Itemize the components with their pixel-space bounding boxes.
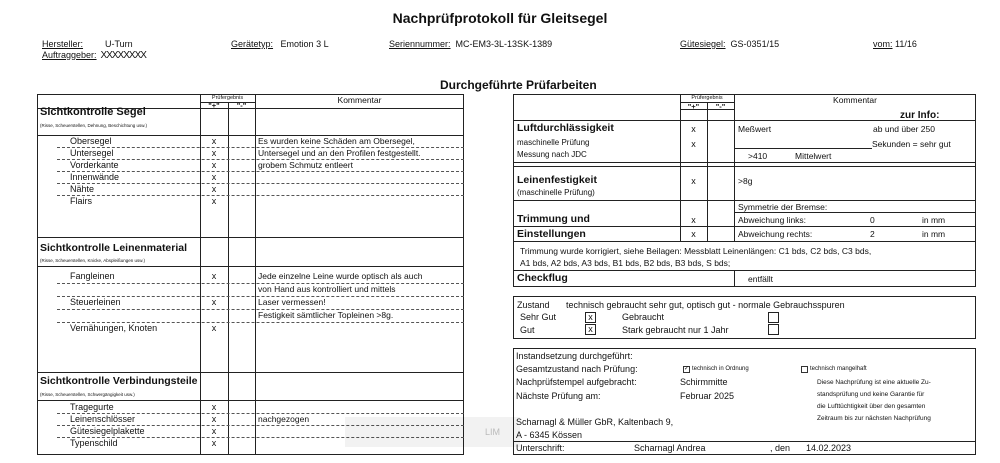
item-comment: nachgezogen [258,414,310,424]
disclaimer-line: Diese Nachprüfung ist eine aktuelle Zu- [817,379,931,386]
unterschrift-value: Scharnagl Andrea [634,443,706,453]
guetesiegel [680,39,779,49]
hersteller-label: Hersteller: [42,39,84,49]
item-name: Vernähungen, Knoten [70,323,158,333]
instandsetzung-label: Instandsetzung durchgeführt: [516,351,633,361]
item-mark: x [211,271,217,281]
disclaimer-line: Zeitraum bis zur nächsten Nachprüfung [817,415,931,422]
geraetetyp-value: Emotion 3 L [280,39,329,49]
sehr-gut-checkbox[interactable]: x [585,312,596,323]
abweichung-links-value: 0 [870,215,875,225]
luft-sub2: Messung nach JDC [517,150,587,159]
naechste-label: Nächste Prüfung am: [516,391,601,401]
item-mark: x [211,323,217,333]
item-mark: x [211,426,217,436]
luft-mark2: x [691,139,696,149]
col-divider [734,94,735,241]
guetesiegel-label: Gütesiegel: [680,39,726,49]
item-name: Leinenschlösser [70,414,136,424]
trimmung-mark2: x [691,229,696,239]
geraetetyp-label: Gerätetyp: [231,39,274,49]
trimmung-mark1: x [691,215,696,225]
col-divider [707,102,708,241]
kommentar-header: Kommentar [337,95,382,105]
item-name: Vorderkante [70,160,119,170]
auftraggeber-label: Auftraggeber: [42,50,97,60]
disclaimer-line: die Lufttüchtigkeit über den gesamten [817,403,926,410]
pruefergebnis-header-right: Prüfergebnis [691,95,723,101]
abweichung-links-label: Abweichung links: [738,215,807,225]
abweichung-rechts-label: Abweichung rechts: [738,229,813,239]
gebraucht-checkbox[interactable] [768,312,779,323]
item-mark: x [211,172,217,182]
in-mm-2: in mm [922,229,946,239]
item-mark: x [211,414,217,424]
gut-checkbox[interactable]: x [585,324,596,335]
row-divider [734,212,976,213]
hersteller-value: U-Turn [105,39,133,49]
gebraucht-label: Gebraucht [622,312,665,322]
trimmung-note-1: Trimmung wurde korrigiert, siehe Beilagen: Messblatt Leinenlängen: C1 bds, C2 bds, C3 bds, [520,246,872,256]
item-comment: Laser vermessen! [258,297,326,307]
item-comment: Es wurden keine Schäden am Obersegel, [258,136,415,146]
abweichung-rechts-value: 2 [870,229,875,239]
datum-value: 14.02.2023 [806,443,852,453]
col-divider [228,102,229,455]
unterschrift-label: Unterschrift: [516,443,565,453]
trimmung-note-2: A1 bds, A2 bds, A3 bds, B1 bds, B2 bds, B3 bds, S bds; [520,258,731,268]
vom [873,39,917,49]
item-comment: Jede einzelne Leine wurde optisch als auch [258,271,423,281]
item-comment: grobem Schmutz entleert [258,160,353,170]
trimmung-title1: Trimmung und [517,213,590,225]
row-divider [513,270,976,271]
vom-label: vom: [873,39,893,49]
leinenfestigkeit-sub: (maschinelle Prüfung) [517,188,595,197]
section-title: Durchgeführte Prüfarbeiten [440,78,597,92]
stark-gebraucht-checkbox[interactable] [768,324,779,335]
naechste-value: Februar 2025 [680,391,735,401]
sehr-gut-label: Sehr Gut [520,312,557,322]
mittelwert: Mittelwert [795,151,832,161]
leinenfestigkeit-mark: x [691,176,696,186]
row-divider [37,372,464,373]
mangelhaft-label: technisch mangelhaft [810,366,867,372]
row-divider [37,237,464,238]
leinen-subtitle: (Risse, Scheuerstellen, Knicke, Abspleißungen usw.) [40,258,146,263]
gesamtzustand-label: Gesamtzustand nach Prüfung: [516,364,638,374]
pruefergebnis-header: Prüfergebnis [211,95,244,101]
minus-header: "-" [236,101,247,110]
in-mm-1: in mm [922,215,946,225]
guetesiegel-value: GS-0351/15 [730,39,780,49]
row-separator [57,183,464,184]
item-comment: Festigkeit sämtlicher Topleinen >8g. [258,310,394,320]
row-divider [513,162,976,163]
luft-sub1: maschinelle Prüfung [517,138,590,147]
auftraggeber-value: XXXXXXXX [100,50,146,61]
col-divider [734,270,735,287]
header-left [42,39,146,61]
vom-value: 11/16 [895,39,917,49]
verbindung-subtitle: (Risse, Scheuerstellen, Schwergängigkeit usw.) [40,392,135,397]
row-divider [513,226,976,227]
sekunden: Sekunden = sehr gut [872,139,951,149]
item-name: Untersegel [70,148,114,158]
item-name: Steuerleinen [70,297,121,307]
item-name: Innenwände [70,172,120,182]
plus-header-right: "+" [687,102,700,111]
seriennummer-value: MC-EM3-3L-13SK-1389 [455,39,553,49]
ok-label: technisch in Ordnung [692,366,749,372]
checkflug-title: Checkflug [517,272,568,284]
item-mark: x [211,297,217,307]
row-divider [37,266,464,267]
watermark: LIM [345,417,520,447]
firma-line2: A - 6345 Kössen [516,430,583,440]
zustand-text: technisch gebraucht sehr gut, optisch gut - normale Gebrauchsspuren [566,300,845,310]
luft-title: Luftdurchlässigkeit [517,122,614,134]
plus-header: "+" [208,101,220,110]
item-name: Fangleinen [70,271,115,281]
row-divider [513,166,976,167]
row-divider [513,241,976,242]
minus-header-right: "-" [715,102,726,111]
leinen-title: Sichtkontrolle Leinenmaterial [40,242,188,254]
disclaimer-line: standsprüfung und keine Garantie für [817,391,925,398]
segel-subtitle: (Risse, Scheuerstellen, Dehnung, Beschichtung usw.) [40,123,148,128]
ab-und-ueber: ab und über 250 [873,124,935,134]
document-title: Nachprüfprotokoll für Gleitsegel [392,10,608,26]
seriennummer [389,39,552,49]
item-name: Tragegurte [70,402,114,412]
trimmung-title2: Einstellungen [517,228,586,240]
leinenfestigkeit-value: >8g [738,176,753,186]
geraetetyp [231,39,329,49]
item-name: Flairs [70,196,92,206]
checkflug-value: entfällt [748,274,774,284]
row-divider [734,148,872,149]
item-name: Gütesiegelplakette [70,426,145,436]
seriennummer-label: Seriennummer: [389,39,451,49]
luft-mark1: x [691,124,696,134]
item-mark: x [211,148,217,158]
row-separator [57,195,464,196]
gut-label: Gut [520,325,535,335]
verbindung-title: Sichtkontrolle Verbindungsteile [40,375,198,387]
item-mark: x [211,402,217,412]
messwert-value: >410 [748,151,768,161]
row-divider [37,400,464,401]
item-mark: x [211,184,217,194]
ok-checkbox[interactable]: ✓ [684,366,690,372]
leinenfestigkeit-title: Leinenfestigkeit [517,174,597,186]
stempel-value: Schirmmitte [680,377,728,387]
item-name: Typenschild [70,438,118,448]
item-comment: von Hand aus kontrolliert und mittels [258,284,396,294]
item-mark: x [211,136,217,146]
segel-title: Sichtkontrolle Segel [40,106,146,118]
firma-line1: Scharnagl & Müller GbR, Kaltenbach 9, [516,417,674,427]
item-comment: Untersegel und an den Profilen festgestellt. [258,148,421,158]
den-label: , den [770,443,791,453]
messwert-label: Meßwert [738,124,772,134]
item-name: Nähte [70,184,95,194]
item-name: Obersegel [70,136,112,146]
stempel-label: Nachprüfstempel aufgebracht: [516,377,637,387]
item-mark: x [211,438,217,448]
symmetrie-label: Symmetrie der Bremse: [738,202,828,212]
stark-gebraucht-label: Stark gebraucht nur 1 Jahr [622,325,729,335]
mangelhaft-checkbox[interactable] [801,366,808,373]
zustand-label: Zustand [517,300,550,310]
row-divider [513,441,976,442]
item-mark: x [211,160,217,170]
zur-info: zur Info: [900,110,940,121]
kommentar-header-right: Kommentar [833,95,877,105]
item-mark: x [211,196,217,206]
row-divider [513,200,976,201]
